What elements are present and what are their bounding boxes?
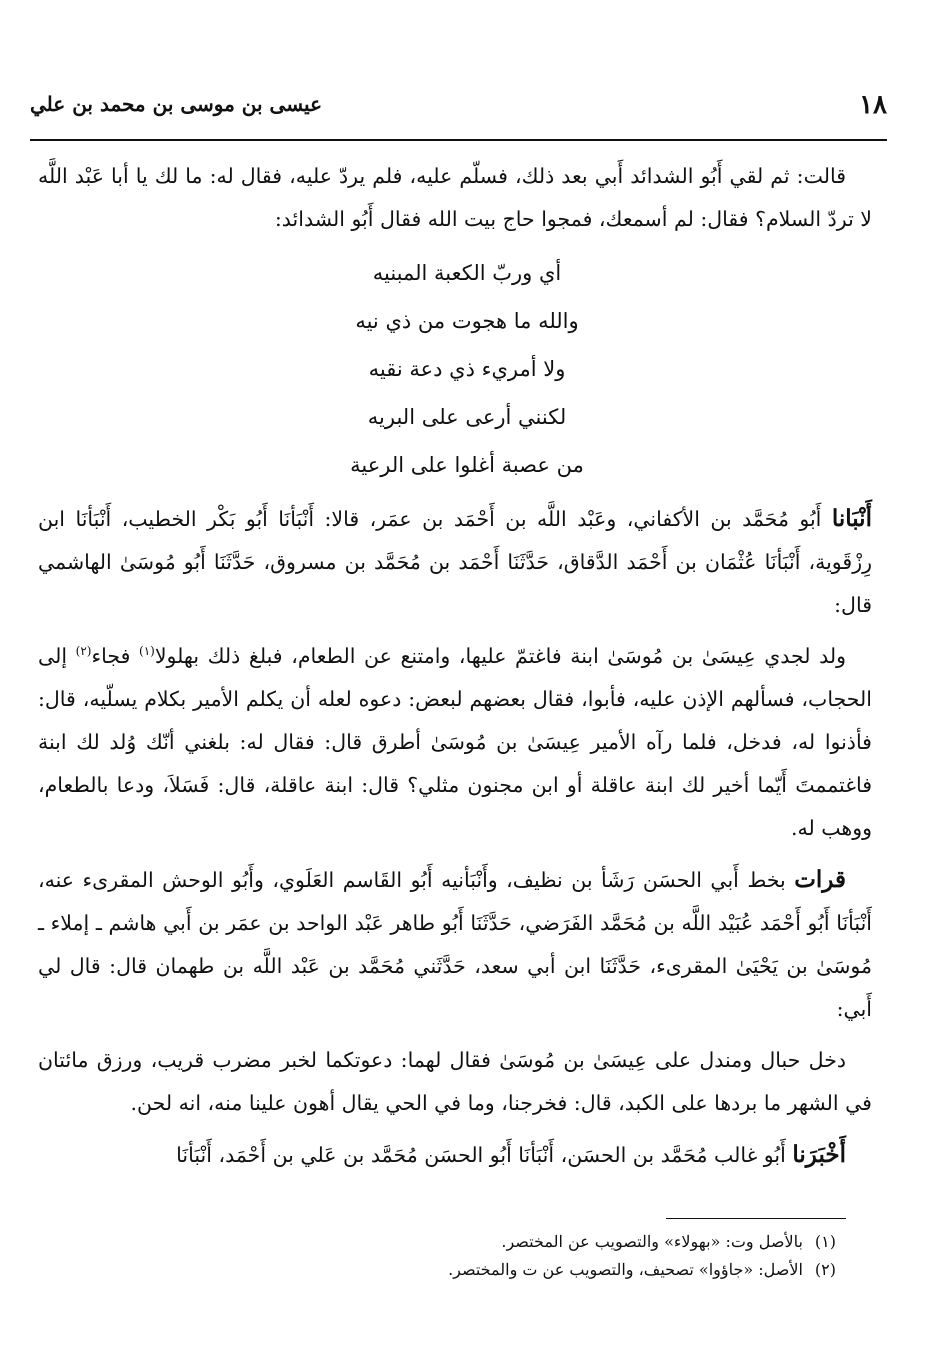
footnote — [40, 1228, 836, 1256]
isnad-keyword: أَنْبَانا — [831, 505, 872, 532]
poem-verse: والله ما هجوت من ذي نيه — [355, 309, 579, 333]
paragraph-text: أَبُو مُحَمَّد بن الأكفاني، وعَبْد اللَّه بن أَحْمَد بن عمَر، قالا: أَنْبَأنَا أَبُو بَكْر الخطيب، أَنْبَأنَا ابن رِزْقَوية، أَنْبَأنَا عُثْمَان بن أَحْمَد الدَّقاق، حَدَّثَنَا أَحْمَد بن مُحَمَّد بن مسروق، حَدَّثَنَا أَبُو مُوسَىٰ الهاشمي قال: — [38, 507, 872, 617]
paragraph-text: ولد لجدي عِيسَىٰ بن مُوسَىٰ ابنة فاغتمّ عليها، وامتنع عن الطعام، فبلغ ذلك بهلولا — [154, 644, 846, 668]
poem — [38, 249, 872, 489]
paragraph — [38, 635, 872, 850]
poem-verse: ولا أمريء ذي دعة نقيه — [368, 357, 566, 381]
footnote-rule — [666, 1218, 846, 1219]
isnad-keyword: أَخْبَرَنا — [792, 1141, 846, 1168]
paragraph: قالت: ثم لقي أَبُو الشدائد أَبي بعد ذلك، فسلّم عليه، فلم يردّ عليه، فقال له: ما لك يا أبا عَبْد اللَّه لا تردّ السلام؟ فقال: لم أسمعك، فمجوا حاج بيت الله فقال أَبُو الشدائد: — [38, 164, 872, 231]
paragraph-text: إلى الحجاب، فسألهم الإذن عليه، فأبوا، فقال بعضهم لبعض: دعوه لعله أن يكلم الأمير بكلام يسلّيه، قال: فأذنوا له، فدخل، فلما رآه الأمير عِيسَىٰ بن مُوسَىٰ أطرق قال: فقال له: بلغني أنّك وُلد لك ابنة فاغتممتَ أَيّما أخير لك ابنة عاقلة أو ابن مجنون مثلي؟ قال: ابنة عاقلة، قال: فَسَلاَ، ودعا بالطعام، ووهب له. — [38, 644, 872, 840]
footnote-number: (٢) — [814, 1260, 836, 1279]
paragraph-text: فجاء — [91, 644, 139, 668]
paragraph-text: أَبُو غالب مُحَمَّد بن الحسَن، أَنْبَأنَا أَبُو الحسَن مُحَمَّد بن عَلي بن أَحْمَد، أَنْبَأنَا — [176, 1143, 786, 1167]
footnote-text: بالأصل وت: «بهولاء» والتصويب عن المختصر. — [501, 1232, 803, 1251]
paragraph-text: بخط أَبي الحسَن رَشَأ بن نظيف، وأَنْبَأنيه أَبُو القَاسم العَلَوي، وأَبُو الوحش المقرىء عنه، أَنْبَأنَا أَبُو أَحْمَد عُبَيْد اللَّه بن مُحَمَّد الفَرَضي، حَدَّثَنَا أَبُو طاهر عَبْد الواحد بن عمَر بن أَبي هاشم ـ إملاء ـ مُوسَىٰ بن يَحْيَىٰ المقرىء، حَدَّثَنَا ابن أبي سعد، حَدَّثَني مُحَمَّد بن عَبْد اللَّه بن طهمان قال: قال لي أَبي: — [38, 868, 872, 1021]
paragraph — [38, 1133, 872, 1177]
footnote-ref[interactable]: (٢) — [75, 644, 92, 659]
footnote — [40, 1256, 836, 1284]
paragraph: دخل حبال ومندل على عِيسَىٰ بن مُوسَىٰ فقال لهما: دعوتكما لخبر مضرب قريب، ورزق مائتان في الشهر ما بردها على الكبد، قال: فخرجنا، وما في الحي يقال أهون علينا منه، انه لحن. — [38, 1048, 872, 1115]
main-text — [38, 155, 872, 1185]
running-title: عيسى بن موسى بن محمد بن علي — [30, 92, 323, 116]
header-rule — [30, 139, 887, 141]
isnad-keyword: قرات — [794, 866, 846, 893]
footnotes — [40, 1228, 836, 1284]
page-number: ١٨ — [859, 90, 887, 120]
poem-verse: من عصبة أغلوا على الرعية — [350, 453, 584, 477]
page-header — [30, 86, 887, 122]
footnote-number: (١) — [814, 1232, 836, 1251]
footnote-text: الأصل: «جاؤوا» تصحيف، والتصويب عن ت والمختصر. — [448, 1260, 803, 1279]
paragraph — [38, 497, 872, 627]
footnote-ref[interactable]: (١) — [139, 644, 155, 659]
paragraph — [38, 858, 872, 1031]
poem-verse: أي وربّ الكعبة المبنيه — [372, 261, 562, 285]
poem-verse: لكنني أرعى على البريه — [367, 405, 567, 429]
